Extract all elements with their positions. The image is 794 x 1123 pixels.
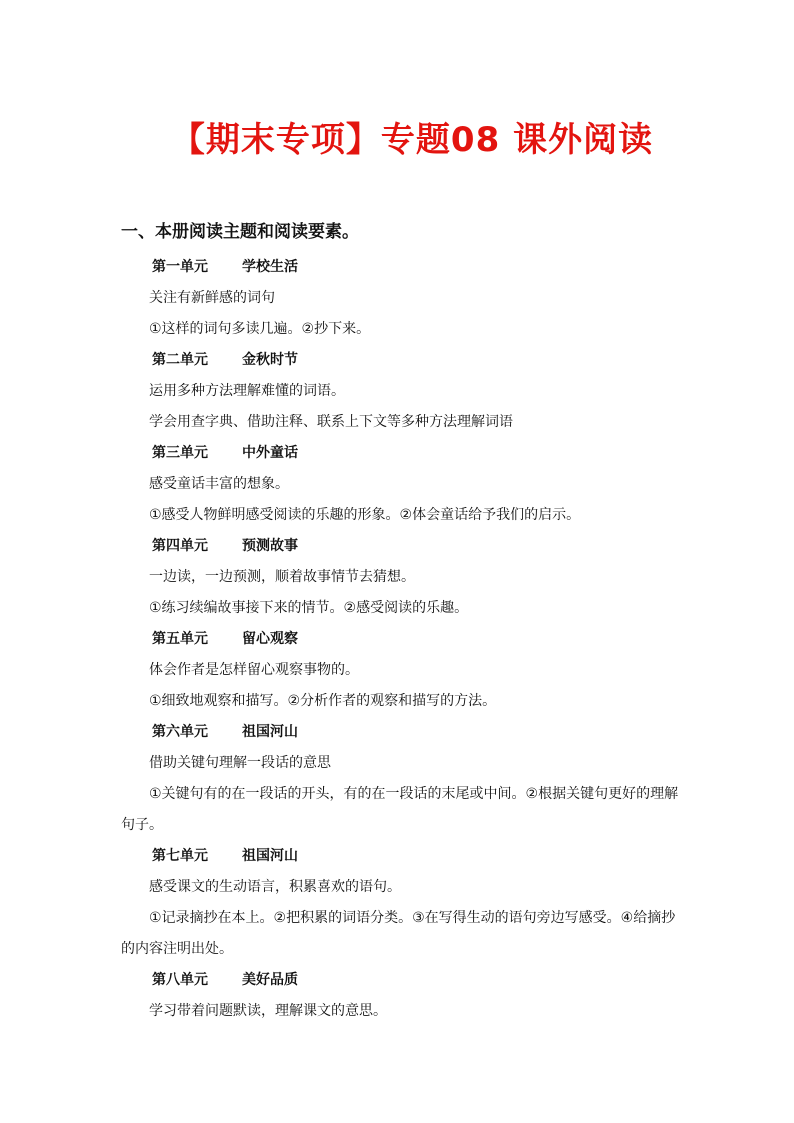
unit-paragraph: ①关键句有的在一段话的开头，有的在一段话的末尾或中间。②根据关键句更好的理解句子。 xyxy=(121,786,679,833)
unit-name: 第四单元 xyxy=(152,538,208,554)
unit-list xyxy=(121,252,681,1027)
unit-name: 第六单元 xyxy=(152,724,208,740)
unit-title xyxy=(121,345,681,376)
unit-1 xyxy=(121,252,681,345)
unit-title xyxy=(121,717,681,748)
unit-line: 学会用查字典、借助注释、联系上下文等多种方法理解词语 xyxy=(149,414,513,430)
unit-line: ①这样的词句多读几遍。②抄下来。 xyxy=(149,321,371,337)
unit-theme: 学校生活 xyxy=(242,259,298,275)
unit-3 xyxy=(121,438,681,531)
unit-6 xyxy=(121,717,681,841)
unit-line: 借助关键句理解一段话的意思 xyxy=(149,755,331,771)
unit-title xyxy=(121,531,681,562)
unit-theme: 美好品质 xyxy=(242,972,298,988)
unit-name: 第二单元 xyxy=(152,352,208,368)
unit-line: ①练习续编故事接下来的情节。②感受阅读的乐趣。 xyxy=(149,600,469,616)
unit-line: 关注有新鲜感的词句 xyxy=(149,290,275,306)
unit-line: 运用多种方法理解难懂的词语。 xyxy=(149,383,345,399)
document-title: 【期末专项】专题08 课外阅读 xyxy=(170,120,654,160)
unit-title xyxy=(121,438,681,469)
unit-name: 第五单元 xyxy=(152,631,208,647)
unit-8 xyxy=(121,965,681,1027)
unit-name: 第一单元 xyxy=(152,259,208,275)
unit-name: 第七单元 xyxy=(152,848,208,864)
unit-title xyxy=(121,624,681,655)
section-heading: 一、本册阅读主题和阅读要素。 xyxy=(121,222,359,242)
unit-line: 体会作者是怎样留心观察事物的。 xyxy=(149,662,359,678)
unit-4 xyxy=(121,531,681,624)
unit-5 xyxy=(121,624,681,717)
unit-2 xyxy=(121,345,681,438)
unit-7 xyxy=(121,841,681,965)
unit-line: ①感受人物鲜明感受阅读的乐趣的形象。②体会童话给予我们的启示。 xyxy=(149,507,581,523)
unit-theme: 留心观察 xyxy=(242,631,298,647)
unit-paragraph: ①记录摘抄在本上。②把积累的词语分类。③在写得生动的语句旁边写感受。④给摘抄的内容注明出处。 xyxy=(121,910,676,957)
unit-theme: 金秋时节 xyxy=(242,352,298,368)
unit-title xyxy=(121,252,681,283)
unit-line: 学习带着问题默读，理解课文的意思。 xyxy=(149,1003,387,1019)
unit-theme: 中外童话 xyxy=(242,445,298,461)
unit-title xyxy=(121,841,681,872)
unit-name: 第三单元 xyxy=(152,445,208,461)
unit-line: 感受课文的生动语言，积累喜欢的语句。 xyxy=(149,879,401,895)
unit-theme: 预测故事 xyxy=(242,538,298,554)
unit-name: 第八单元 xyxy=(152,972,208,988)
unit-line: ①细致地观察和描写。②分析作者的观察和描写的方法。 xyxy=(149,693,497,709)
unit-theme: 祖国河山 xyxy=(242,724,298,740)
unit-theme: 祖国河山 xyxy=(242,848,298,864)
unit-title xyxy=(121,965,681,996)
unit-line: 感受童话丰富的想象。 xyxy=(149,476,289,492)
unit-line: 一边读，一边预测，顺着故事情节去猜想。 xyxy=(149,569,415,585)
